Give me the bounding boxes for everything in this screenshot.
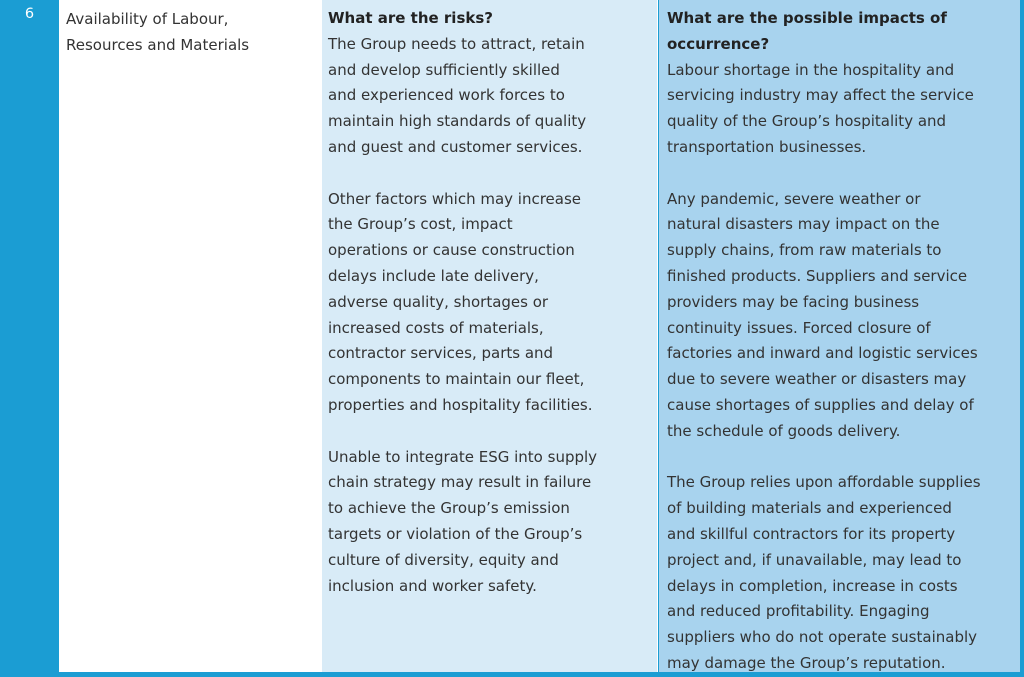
impacts-cell (659, 0, 1020, 675)
paragraph (328, 187, 651, 419)
paragraph-line: chain strategy may result in failure (328, 473, 592, 492)
paragraph-line: increased costs of materials, (328, 318, 544, 337)
paragraph-line: project and, if unavailable, may lead to (667, 550, 962, 569)
paragraph-line: continuity issues. Forced closure of (667, 318, 931, 337)
paragraph (667, 187, 1016, 445)
paragraph-line: natural disasters may impact on the (667, 215, 940, 234)
paragraph-gap (667, 161, 1016, 187)
risk-title-line: Resources and Materials (66, 36, 250, 54)
paragraph-line: and guest and customer services. (328, 137, 583, 156)
paragraph-line: maintain high standards of quality (328, 112, 587, 131)
paragraph-line: contractor services, parts and (328, 344, 554, 363)
paragraph (667, 470, 1016, 676)
paragraph-line: The Group needs to attract, retain (328, 34, 585, 53)
paragraph-gap (328, 161, 651, 187)
paragraph-line: supply chains, from raw materials to (667, 241, 942, 260)
paragraph-line: and develop sufficiently skilled (328, 60, 560, 79)
impacts-body (667, 58, 1016, 677)
paragraph (328, 32, 651, 161)
paragraph-line: components to maintain our fleet, (328, 370, 585, 389)
paragraph-line: Any pandemic, severe weather or (667, 189, 921, 208)
paragraph-line: properties and hospitality facilities. (328, 395, 593, 414)
paragraph-line: and experienced work forces to (328, 86, 565, 105)
paragraph-line: may damage the Group’s reputation. (667, 653, 946, 672)
paragraph-line: Unable to integrate ESG into supply (328, 447, 598, 466)
paragraph-line: of building materials and experienced (667, 499, 952, 518)
paragraph-line: transportation businesses. (667, 137, 867, 156)
paragraph-line: Other factors which may increase (328, 189, 582, 208)
paragraph-line: to achieve the Group’s emission (328, 499, 570, 518)
right-border (1020, 0, 1024, 675)
paragraph-line: due to severe weather or disasters may (667, 370, 967, 389)
paragraph-line: cause shortages of supplies and delay of (667, 395, 974, 414)
paragraph-gap (667, 445, 1016, 471)
paragraph-line: adverse quality, shortages or (328, 292, 549, 311)
paragraph (667, 58, 1016, 161)
paragraph-line: the Group’s cost, impact (328, 215, 513, 234)
paragraph-line: providers may be facing business (667, 292, 920, 311)
risks-heading: What are the risks? (328, 9, 493, 27)
paragraph-line: delays include late delivery, (328, 266, 539, 285)
paragraph-line: inclusion and worker safety. (328, 576, 537, 595)
risk-title-cell (59, 0, 322, 675)
paragraph-line: factories and inward and logistic services (667, 344, 978, 363)
paragraph-line: delays in completion, increase in costs (667, 576, 958, 595)
risk-title-line: Availability of Labour, (66, 10, 229, 28)
paragraph-line: targets or violation of the Group’s (328, 524, 583, 543)
paragraph-line: and reduced profitability. Engaging (667, 602, 930, 621)
paragraph-line: and skillful contractors for its property (667, 524, 956, 543)
paragraph-line: servicing industry may affect the service (667, 86, 974, 105)
paragraph-line: the schedule of goods delivery. (667, 421, 901, 440)
risks-body (328, 32, 651, 600)
paragraph-line: finished products. Suppliers and service (667, 266, 968, 285)
row-number: 6 (0, 0, 59, 675)
paragraph-line: suppliers who do not operate sustainably (667, 628, 978, 647)
paragraph-line: Labour shortage in the hospitality and (667, 60, 955, 79)
paragraph (328, 445, 651, 600)
paragraph-line: The Group relies upon affordable supplies (667, 473, 981, 492)
impacts-heading-line: What are the possible impacts of (667, 9, 947, 27)
paragraph-line: quality of the Group’s hospitality and (667, 112, 947, 131)
paragraph-line: culture of diversity, equity and (328, 550, 559, 569)
paragraph-gap (328, 419, 651, 445)
paragraph-line: operations or cause construction (328, 241, 575, 260)
risks-cell (322, 0, 658, 675)
impacts-heading-line: occurrence? (667, 34, 770, 53)
